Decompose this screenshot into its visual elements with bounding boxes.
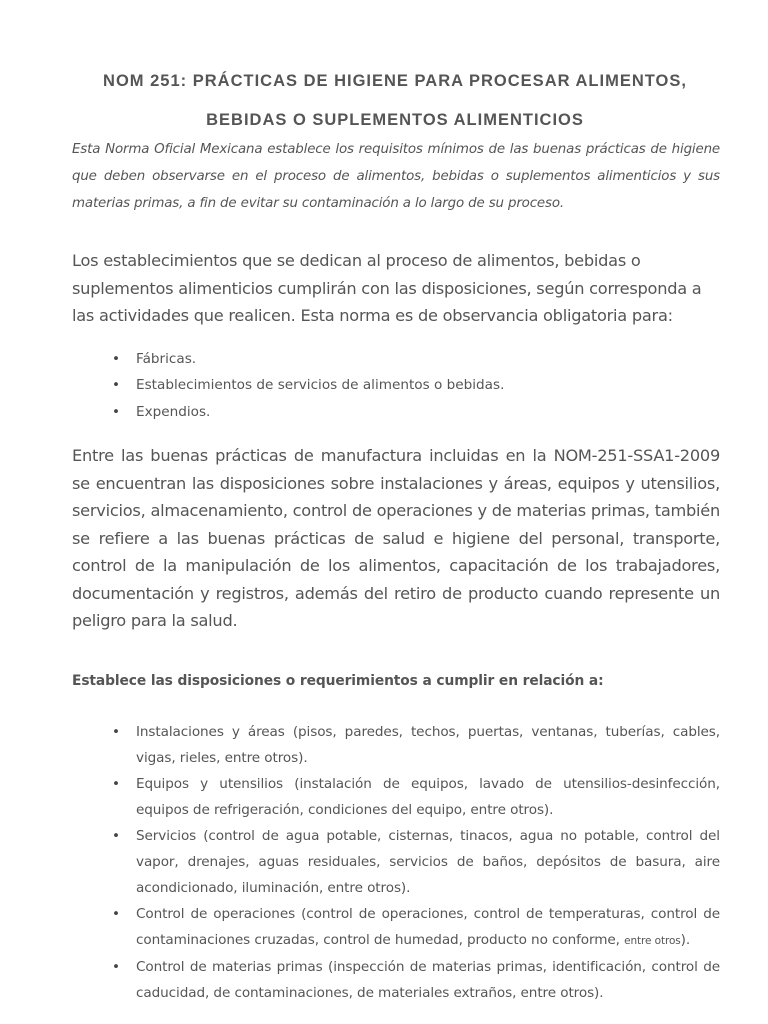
- paragraph-establishments: Los establecimientos que se dedican al proceso de alimentos, bebidas o suplementos alimenticios cumplirán con las disposiciones, según corresponda a las actividades que realicen. Esta norma es de observancia obligatoria para:: [72, 251, 702, 325]
- intro-paragraph: Esta Norma Oficial Mexicana establece los requisitos mínimos de las buenas prácticas de higiene que deben observarse en el proceso de alimentos, bebidas o suplementos alimenticios y sus materias primas, a fin de evitar su contaminación a lo largo de su proceso.: [72, 142, 720, 211]
- list-item: • Control de materias primas (inspección de materias primas, identificación, control de caducidad, de contaminaciones, de materiales extraños, entre otros).: [112, 954, 720, 1006]
- title-line-1: NOM 251: PRÁCTICAS DE HIGIENE PARA PROCESAR ALIMENTOS,: [103, 72, 687, 90]
- list-item: • Servicios (control de agua potable, cisternas, tinacos, agua no potable, control del vapor, drenajes, aguas residuales, servicios de baños, depósitos de basura, aire acondicionado, iluminación, entre otros).: [112, 823, 720, 901]
- requirements-list: [112, 719, 720, 1006]
- list-item: • Instalaciones y áreas (pisos, paredes, techos, puertas, ventanas, tuberías, cables, vigas, rieles, entre otros).: [112, 719, 720, 771]
- list-item: • Expendios.: [112, 399, 720, 426]
- list-item: [112, 901, 720, 954]
- page-title: [70, 0, 720, 140]
- list-item: • Fábricas.: [112, 346, 720, 373]
- list-item: • Establecimientos de servicios de alimentos o bebidas.: [112, 372, 720, 399]
- requirements-heading: Establece las disposiciones o requerimientos a cumplir en relación a:: [72, 672, 604, 689]
- facilities-list: [112, 346, 720, 426]
- list-item: • Equipos y utensilios (instalación de equipos, lavado de utensilios-desinfección, equipos de refrigeración, condiciones del equipo, entre otros).: [112, 771, 720, 823]
- list-item-small-text: entre otros: [624, 934, 681, 947]
- list-item-text: Control de operaciones (control de operaciones, control de temperaturas, control de contaminaciones cruzadas, control de humedad, producto no conforme,: [136, 905, 720, 948]
- paragraph-good-practices: Entre las buenas prácticas de manufactura incluidas en la NOM-251-SSA1-2009 se encuentran las disposiciones sobre instalaciones y áreas, equipos y utensilios, servicios, almacenamiento, control de operaciones y de materias primas, también se refiere a las buenas prácticas de salud e higiene del personal, transporte, control de la manipulación de los alimentos, capacitación de los trabajadores, documentación y registros, además del retiro de producto cuando represente un peligro para la salud.: [72, 446, 720, 630]
- list-item-text-end: ).: [680, 931, 691, 948]
- title-line-2: BEBIDAS O SUPLEMENTOS ALIMENTICIOS: [206, 111, 584, 129]
